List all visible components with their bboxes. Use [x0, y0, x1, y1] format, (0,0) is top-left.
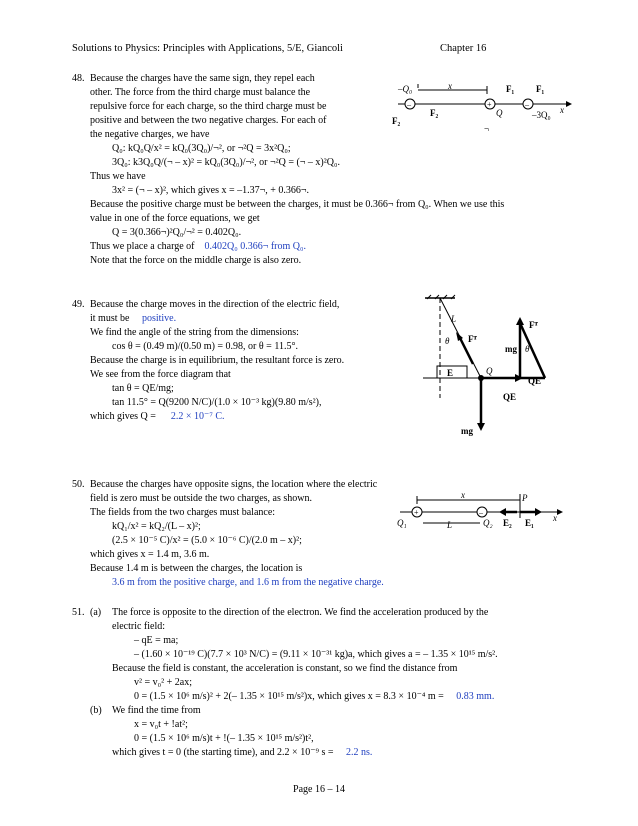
- length-label: ¬: [484, 124, 490, 134]
- text-line: Because the positive charge must be between the charges, it must be 0.366¬ from Q₀. When we use this: [90, 199, 505, 210]
- charge-label-3q0: –3Q₀: [532, 110, 551, 120]
- triangle-tension-side: [520, 323, 545, 378]
- distance-label-x: x: [461, 490, 465, 500]
- text-line: Because the charges have opposite signs, the location where the electric: [90, 479, 378, 490]
- text-line: Note that the force on the middle charge is also zero.: [90, 255, 302, 266]
- charge-label-q2: Q₂: [483, 518, 493, 528]
- sign-plus: +: [487, 100, 492, 109]
- sign-minus: –: [407, 100, 411, 109]
- text-line: repulsive force for each charge, so the third charge must be: [90, 101, 327, 112]
- answer-text: positive.: [141, 313, 177, 324]
- equation-line: v² = v₀² + 2ax;: [134, 677, 192, 688]
- charge-label-q0: –Q₀: [398, 84, 413, 94]
- equation-line: Q = 3(0.366¬)²Q₀/¬² = 0.402Q₀.: [112, 227, 242, 238]
- text-line: Because the field is constant, the acceleration is constant, so we find the distance from: [112, 663, 458, 674]
- length-label-L: L: [451, 314, 457, 324]
- part-b-body: [112, 704, 572, 760]
- text-line: We find the angle of the string from the dimensions:: [90, 327, 299, 338]
- text-line: the negative charges, we have: [90, 129, 210, 140]
- problem-51: [72, 606, 572, 766]
- running-header-chapter: Chapter 16: [440, 43, 487, 54]
- equation-text: which gives t = 0 (the starting time), and 2.2 × 10⁻⁹ s =: [112, 747, 334, 758]
- problem-number: 48.: [72, 73, 85, 84]
- e1-arrowhead: [535, 508, 542, 516]
- sign-minus: –: [479, 508, 483, 517]
- text-line: Because the charge is in equilibrium, the resultant force is zero.: [90, 355, 345, 366]
- triangle-tension-arrowhead: [516, 317, 524, 325]
- weight-label: mg: [505, 344, 517, 354]
- answer-text: 0.83 mm.: [456, 691, 495, 702]
- charge-ball: [478, 375, 484, 381]
- text-line: positive and between the two negative charges. For each of: [90, 115, 327, 126]
- distance-label-x: x: [448, 81, 452, 91]
- x-axis-arrowhead: [557, 509, 563, 515]
- text-line: field is zero must be outside the two charges, as shown.: [90, 493, 312, 504]
- field-label-e2: E₂: [503, 518, 512, 528]
- part-a-body: [112, 606, 572, 704]
- text-line: Because the charge moves in the direction of the electric field,: [90, 299, 340, 310]
- field-label-e1: E₁: [525, 518, 534, 528]
- equation-line: 3Q₀: k3Q₀Q/(¬ – x)² = kQ₀(3Q₀)/¬², or ¬²Q = (¬ – x)²Q₀.: [112, 157, 340, 168]
- electric-force-label: QE: [503, 392, 517, 402]
- sign-plus: +: [414, 508, 419, 517]
- angle-label-theta: θ: [525, 344, 530, 354]
- equation-line: Q₀: kQ₀Q/x² = kQ₀(3Q₀)/¬², or ¬²Q = 3x²Q₀;: [112, 143, 291, 154]
- axis-label-x: x: [553, 513, 557, 523]
- force-label-f2: F₂: [392, 116, 401, 126]
- text-line: which gives x = 1.4 m, 3.6 m.: [90, 549, 210, 560]
- problem-number: 51.: [72, 607, 85, 618]
- equation-text: 0 = (1.5 × 10⁶ m/s)² + 2(– 1.35 × 10¹⁵ m/s²)x, which gives x = 8.3 × 10⁻⁴ m =: [134, 691, 444, 702]
- pendulum-force-diagram-49: [415, 288, 580, 443]
- e2-arrowhead: [499, 508, 506, 516]
- text-line: electric field:: [112, 621, 166, 632]
- answer-text: 0.402Q₀ 0.366¬ from Q₀.: [204, 241, 306, 252]
- text-line: We see from the force diagram that: [90, 369, 231, 380]
- text-line: We find the time from: [112, 705, 201, 716]
- text-line: Thus we have: [90, 171, 146, 182]
- charge-label-q1: Q₁: [397, 518, 407, 528]
- equation-line: 3x² = (¬ – x)², which gives x = –1.37¬, + 0.366¬.: [112, 185, 310, 196]
- force-label-f2: F₂: [430, 108, 439, 118]
- text-line: The force is opposite to the direction of the electron. We find the acceleration produced by the: [112, 607, 489, 618]
- charge-label-Q: Q: [486, 366, 493, 376]
- force-label-f1: F₁: [536, 84, 545, 94]
- field-label-E: E: [447, 368, 454, 378]
- electric-force-label: QE: [528, 376, 542, 386]
- page-number: Page 16 – 14: [293, 784, 345, 795]
- answer-text: 3.6 m from the positive charge, and 1.6 m from the negative charge.: [112, 577, 384, 588]
- weight-label: mg: [461, 426, 473, 436]
- part-a-label: (a): [90, 607, 102, 618]
- equation-line: 0 = (1.5 × 10⁶ m/s)t + !(– 1.35 × 10¹⁵ m/s²)t²,: [134, 733, 314, 744]
- answer-intro: it must be: [90, 313, 130, 324]
- tension-label: Fᵀ: [468, 334, 477, 344]
- charge-label-q: Q: [496, 108, 503, 118]
- length-label-L: L: [447, 520, 453, 530]
- text-line: other. The force from the third charge must balance the: [90, 87, 311, 98]
- text-line: [112, 746, 572, 760]
- text-line: The fields from the two charges must balance:: [90, 507, 276, 518]
- running-header-title: Solutions to Physics: Principles with Applications, 5/E, Giancoli: [72, 43, 343, 54]
- equation-line: – (1.60 × 10⁻¹⁹ C)(7.7 × 10³ N/C) = (9.11 × 10⁻³¹ kg)a, which gives a = – 1.35 × 10¹⁵ m/s².: [134, 649, 498, 660]
- answer-intro: which gives Q =: [90, 411, 156, 422]
- weight-arrowhead: [477, 423, 485, 431]
- text-line: [90, 240, 572, 254]
- equation-line: tan 11.5° = Q(9200 N/C)/(1.0 × 10⁻³ kg)(9.80 m/s²),: [112, 397, 322, 408]
- x-axis-arrowhead: [566, 101, 572, 107]
- equation-line: kQ₁/x² = kQ₂/(L – x)²;: [112, 521, 201, 532]
- problem-number: 49.: [72, 299, 85, 310]
- angle-label-theta: θ: [445, 336, 450, 346]
- text-line: Because 1.4 m is between the charges, the location is: [90, 563, 303, 574]
- axis-label-x: x: [560, 105, 564, 115]
- text-line: value in one of the force equations, we get: [90, 213, 260, 224]
- field-point-diagram-50: [395, 490, 575, 535]
- equation-line: (2.5 × 10⁻⁵ C)/x² = (5.0 × 10⁻⁶ C)/(2.0 m – x)²;: [112, 535, 302, 546]
- text-line: Because the charges have the same sign, they repel each: [90, 73, 315, 84]
- tension-label: Fᵀ: [529, 320, 538, 330]
- equation-line: x = v₀t + !at²;: [134, 719, 188, 730]
- answer-text: 2.2 × 10⁻⁷ C.: [170, 411, 225, 422]
- answer-intro: Thus we place a charge of: [90, 241, 195, 252]
- equation-line: cos θ = (0.49 m)/(0.50 m) = 0.98, or θ = 11.5°.: [112, 341, 298, 352]
- sign-minus: –: [525, 100, 529, 109]
- charges-line-diagram-48: [390, 80, 580, 140]
- equation-line: – qE = ma;: [134, 635, 179, 646]
- answer-text: 2.2 ns.: [345, 747, 373, 758]
- part-b-label: (b): [90, 705, 102, 716]
- equation-line: tan θ = QE/mg;: [112, 383, 174, 394]
- force-label-f1: F₁: [506, 84, 515, 94]
- equation-line: [112, 690, 572, 704]
- point-label-P: P: [522, 493, 528, 503]
- problem-number: 50.: [72, 479, 85, 490]
